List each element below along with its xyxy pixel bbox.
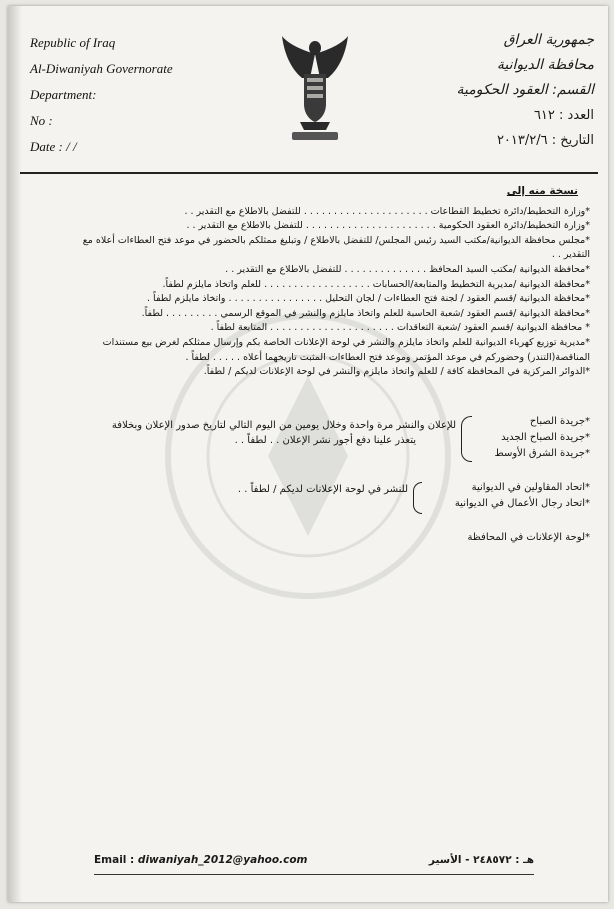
board-group	[390, 530, 590, 546]
footer	[94, 854, 534, 870]
recipient-line: *مجلس محافظة الديوانية/مكتب السيد رئيس المجلس/ للتفضل بالاطلاع / وتبليغ ممثلكم بالحضور في موعد فتح العطاءات أعلاه مع التقدير . .	[82, 234, 590, 261]
unions-note: للنشر في لوحة الإعلانات لديكم / لطفاً . .	[237, 484, 408, 495]
email-label: Email :	[94, 854, 138, 866]
recipient-line: *محافظة الديوانية /قسم العقود / لجنة فتح العطاءات / لجان التحليل . . . . . . . . . . . . . . . . واتخاذ مايلزم لطفاً .	[147, 293, 590, 305]
recipient-line: *وزارة التخطيط/دائرة العقود الحكومية . . . . . . . . . . . . . . . . . . . . . . للتفضل بالاطلاع مع التقدير . .	[186, 220, 590, 232]
number-ar: العدد : ٦١٢	[533, 108, 594, 123]
recipient-line: *الدوائر المركزية في المحافظة كافة / للعلم واتخاذ مايلزم والنشر في لوحة الإعلانات لديكم / لطفاً.	[203, 366, 590, 378]
department-ar: القسم: العقود الحكومية	[456, 82, 594, 98]
recipient-line: *محافظة الديوانية /مديرية التخطيط والمتابعة/الحسابات . . . . . . . . . . . . . . . . . . للعلم واتخاذ مايلزم لطفاً.	[162, 278, 590, 290]
unions-brace	[413, 482, 422, 514]
department-en: Department:	[30, 87, 97, 102]
recipient-line: *وزارة التخطيط/دائرة تخطيط القطاعات . . . . . . . . . . . . . . . . . . . . . للتفضل بالاطلاع مع التقدير . .	[184, 205, 590, 217]
union-item: *اتحاد رجال الأعمال في الديوانية	[454, 498, 590, 509]
newspapers-note-line: يتعذر علينا دفع أجور نشر الإعلان . . لطفاً . .	[234, 435, 416, 446]
unions-list	[455, 480, 590, 512]
header-divider	[20, 172, 598, 174]
union-item: *اتحاد المقاولين في الديوانية	[471, 482, 590, 493]
document-page	[8, 6, 608, 902]
country-en: Republic of Iraq	[30, 35, 116, 50]
newspaper-item: *جريدة الصباح الجديد	[501, 432, 590, 443]
governorate-en: Al-Diwaniyah Governorate	[30, 61, 173, 76]
recipient-line: * محافظة الديوانية /قسم العقود /شعبة التعاقدات . . . . . . . . . . . . . . . . . . . . . المتابعة لطفاً .	[210, 322, 590, 334]
header-english	[30, 30, 173, 160]
letter-body	[66, 184, 590, 380]
recipient-line: *مديرية توزيع كهرباء الديوانية للعلم واتخاذ مايلزم والنشر في لوحة الإعلانات الخاصة بكم وإرسال ممثلكم لغرض بيع مستندات المناقصة(التندر) وحضوركم في موعد المؤتمر وموعد فتح العطاءات المثبت تاريخهما أعلاه . . . . . لطفاً .	[102, 336, 590, 363]
newspapers-note-line: للإعلان والنشر مرة واحدة وخلال يومين من اليوم التالي لتاريخ صدور الإعلان وبخلافة	[111, 420, 456, 431]
recipient-line: *محافظة الديوانية /مكتب السيد المحافظ . . . . . . . . . . . . . . للتفضل بالاطلاع مع التقدير . .	[225, 263, 590, 275]
newspaper-list	[494, 414, 590, 462]
newspaper-item: *جريدة الشرق الأوسط	[494, 448, 590, 459]
copy-to-heading: نسخة منه إلى	[506, 185, 578, 197]
newspapers-brace	[461, 416, 472, 462]
date-ar: التاريخ : ٢٠١٣/٢/٦	[496, 133, 594, 148]
newspapers-group	[70, 414, 590, 466]
date-en: Date : / /	[30, 139, 77, 154]
footer-email	[94, 854, 307, 866]
unions-group	[190, 480, 590, 516]
footer-phone: هـ : ٢٤٨٥٧٢ - الأسير	[428, 854, 534, 866]
recipient-line: *محافظة الديوانية /قسم العقود /شعبة الحاسبة للعلم واتخاذ مايلزم والنشر في الموقع الرسمي . . . . . . . . . لطفاً.	[141, 307, 590, 319]
scan-edge-shadow	[8, 6, 22, 902]
board-line: *لوحة الإعلانات في المحافظة	[467, 532, 590, 543]
footer-divider	[94, 874, 534, 875]
newspapers-note	[112, 418, 456, 448]
governorate-ar: محافظة الديوانية	[496, 57, 594, 73]
number-en: No :	[30, 113, 53, 128]
eagle-emblem-icon	[280, 34, 350, 146]
country-ar: جمهورية العراق	[503, 32, 594, 48]
email-link[interactable]: diwaniyah_2012@yahoo.com	[137, 854, 308, 866]
newspaper-item: *جريدة الصباح	[529, 416, 590, 427]
header-arabic	[434, 28, 594, 153]
